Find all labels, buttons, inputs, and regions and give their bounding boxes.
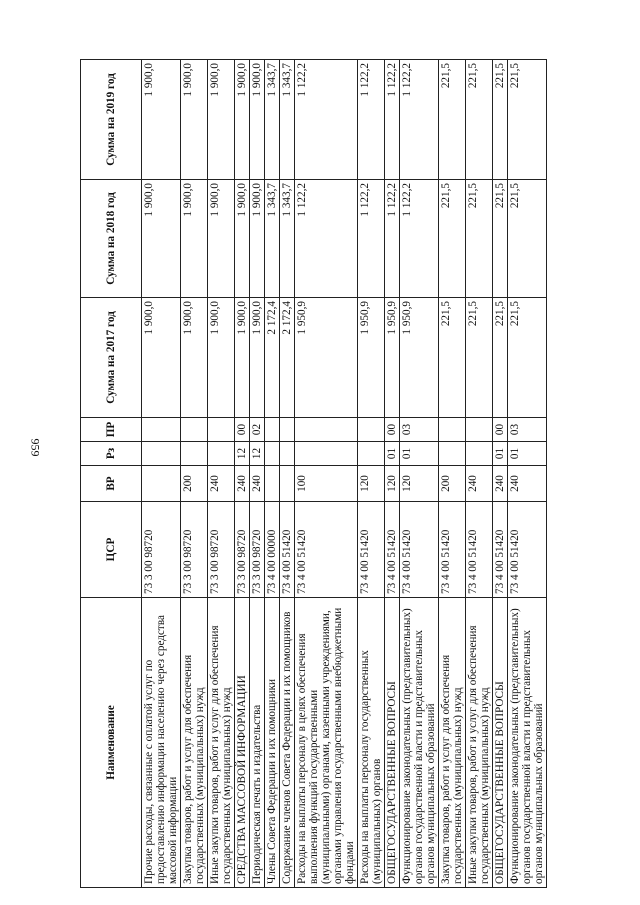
cell-sum-2018: 1 343,7 xyxy=(280,180,295,298)
cell-rz xyxy=(466,442,493,466)
cell-sum-2018: 1 900,0 xyxy=(181,180,208,298)
cell-name: Функционирование законодательных (представительных) органов государственной власти и представительных органов муниципальных образований xyxy=(400,598,439,888)
cell-rz: 01 xyxy=(385,442,400,466)
cell-sum-2017: 1 950,9 xyxy=(400,298,439,418)
cell-sum-2017: 1 900,0 xyxy=(235,298,250,418)
table-row xyxy=(142,60,181,888)
cell-pr xyxy=(439,418,466,442)
cell-sum-2017: 1 900,0 xyxy=(208,298,235,418)
cell-vr: 240 xyxy=(466,466,493,502)
header-sum-2019: Сумма на 2019 год xyxy=(81,60,142,180)
cell-vr: 100 xyxy=(295,466,358,502)
cell-sum-2019: 1 900,0 xyxy=(250,60,265,180)
cell-sum-2019: 1 122,2 xyxy=(358,60,385,180)
cell-sum-2017: 221,5 xyxy=(493,298,508,418)
cell-rz xyxy=(280,442,295,466)
cell-vr: 240 xyxy=(493,466,508,502)
table-row xyxy=(265,60,280,888)
cell-name: Функционирование законодательных (представительных) органов государственной власти и представительных органов муниципальных образований xyxy=(508,598,547,888)
cell-csr: 73 4 00 51420 xyxy=(508,502,547,598)
cell-sum-2017: 1 900,0 xyxy=(181,298,208,418)
cell-csr: 73 3 00 98720 xyxy=(142,502,181,598)
cell-sum-2018: 1 122,2 xyxy=(385,180,400,298)
cell-sum-2019: 1 122,2 xyxy=(400,60,439,180)
cell-vr xyxy=(142,466,181,502)
table-row xyxy=(358,60,385,888)
cell-csr: 73 4 00 51420 xyxy=(295,502,358,598)
header-vr: ВР xyxy=(81,466,142,502)
cell-pr xyxy=(265,418,280,442)
table-row xyxy=(400,60,439,888)
cell-name: Периодическая печать и издательства xyxy=(250,598,265,888)
header-csr: ЦСР xyxy=(81,502,142,598)
cell-csr: 73 4 00 51420 xyxy=(280,502,295,598)
cell-pr xyxy=(208,418,235,442)
cell-sum-2017: 1 950,9 xyxy=(358,298,385,418)
cell-pr: 02 xyxy=(250,418,265,442)
cell-csr: 73 3 00 98720 xyxy=(181,502,208,598)
cell-sum-2017: 1 900,0 xyxy=(250,298,265,418)
cell-rz xyxy=(439,442,466,466)
cell-pr xyxy=(181,418,208,442)
cell-pr: 03 xyxy=(400,418,439,442)
header-pr: ПР xyxy=(81,418,142,442)
cell-rz xyxy=(208,442,235,466)
cell-sum-2019: 221,5 xyxy=(493,60,508,180)
cell-csr: 73 4 00 51420 xyxy=(385,502,400,598)
page-number: 959 xyxy=(28,438,43,457)
cell-name: ОБЩЕГОСУДАРСТВЕННЫЕ ВОПРОСЫ xyxy=(385,598,400,888)
table-row xyxy=(439,60,466,888)
cell-sum-2019: 221,5 xyxy=(508,60,547,180)
cell-csr: 73 3 00 98720 xyxy=(250,502,265,598)
table-row xyxy=(208,60,235,888)
cell-rz: 12 xyxy=(235,442,250,466)
cell-sum-2019: 1 343,7 xyxy=(265,60,280,180)
header-rz: Рз xyxy=(81,442,142,466)
table-row xyxy=(466,60,493,888)
cell-vr: 240 xyxy=(235,466,250,502)
cell-sum-2018: 1 343,7 xyxy=(265,180,280,298)
cell-csr: 73 4 00 51420 xyxy=(466,502,493,598)
cell-sum-2018: 1 900,0 xyxy=(250,180,265,298)
cell-vr: 200 xyxy=(181,466,208,502)
cell-sum-2018: 221,5 xyxy=(439,180,466,298)
cell-sum-2017: 2 172,4 xyxy=(265,298,280,418)
cell-vr: 120 xyxy=(385,466,400,502)
table-row xyxy=(295,60,358,888)
cell-pr: 00 xyxy=(493,418,508,442)
cell-sum-2018: 1 122,2 xyxy=(400,180,439,298)
table-row xyxy=(493,60,508,888)
cell-sum-2019: 1 122,2 xyxy=(385,60,400,180)
cell-sum-2018: 1 900,0 xyxy=(235,180,250,298)
cell-vr: 240 xyxy=(250,466,265,502)
table-row xyxy=(235,60,250,888)
cell-pr xyxy=(295,418,358,442)
table-row xyxy=(385,60,400,888)
cell-rz xyxy=(265,442,280,466)
cell-sum-2018: 221,5 xyxy=(508,180,547,298)
cell-sum-2019: 221,5 xyxy=(439,60,466,180)
cell-pr: 03 xyxy=(508,418,547,442)
cell-sum-2019: 221,5 xyxy=(466,60,493,180)
cell-name: Члены Совета Федерации и их помощники xyxy=(265,598,280,888)
cell-rz: 01 xyxy=(508,442,547,466)
cell-rz: 01 xyxy=(493,442,508,466)
cell-rz xyxy=(358,442,385,466)
table-row xyxy=(508,60,547,888)
cell-sum-2017: 1 950,9 xyxy=(385,298,400,418)
cell-vr: 200 xyxy=(439,466,466,502)
cell-rz: 01 xyxy=(400,442,439,466)
cell-sum-2018: 1 900,0 xyxy=(142,180,181,298)
cell-sum-2018: 1 122,2 xyxy=(295,180,358,298)
cell-rz xyxy=(181,442,208,466)
cell-sum-2017: 1 950,9 xyxy=(295,298,358,418)
cell-name: СРЕДСТВА МАССОВОЙ ИНФОРМАЦИИ xyxy=(235,598,250,888)
cell-name: Закупка товаров, работ и услуг для обеспечения государственных (муниципальных) нужд xyxy=(181,598,208,888)
cell-sum-2017: 221,5 xyxy=(466,298,493,418)
cell-sum-2017: 2 172,4 xyxy=(280,298,295,418)
header-sum-2018: Сумма на 2018 год xyxy=(81,180,142,298)
cell-rz xyxy=(142,442,181,466)
header-name: Наименование xyxy=(81,598,142,888)
cell-sum-2018: 221,5 xyxy=(466,180,493,298)
cell-vr: 240 xyxy=(208,466,235,502)
budget-table xyxy=(80,59,547,888)
cell-pr xyxy=(280,418,295,442)
cell-pr xyxy=(466,418,493,442)
cell-pr: 00 xyxy=(385,418,400,442)
cell-csr: 73 4 00 51420 xyxy=(358,502,385,598)
rotated-table-container xyxy=(80,60,547,888)
cell-name: Иные закупки товаров, работ и услуг для обеспечения государственных (муниципальных) нужд xyxy=(466,598,493,888)
cell-csr: 73 4 00 51420 xyxy=(493,502,508,598)
cell-sum-2018: 1 122,2 xyxy=(358,180,385,298)
cell-pr: 00 xyxy=(235,418,250,442)
table-row xyxy=(181,60,208,888)
cell-name: Иные закупки товаров, работ и услуг для обеспечения государственных (муниципальных) нужд xyxy=(208,598,235,888)
cell-sum-2018: 221,5 xyxy=(493,180,508,298)
cell-pr xyxy=(142,418,181,442)
cell-vr xyxy=(280,466,295,502)
cell-name: Содержание членов Совета Федерации и их помощников xyxy=(280,598,295,888)
cell-pr xyxy=(358,418,385,442)
cell-sum-2017: 1 900,0 xyxy=(142,298,181,418)
cell-sum-2019: 1 122,2 xyxy=(295,60,358,180)
cell-sum-2019: 1 900,0 xyxy=(181,60,208,180)
cell-name: Прочие расходы, связанные с оплатой услуг по предоставлению информации населению через средства массовой информации xyxy=(142,598,181,888)
cell-csr: 73 4 00 51420 xyxy=(400,502,439,598)
cell-name: Расходы на выплаты персоналу государственных (муниципальных) органов xyxy=(358,598,385,888)
cell-vr xyxy=(265,466,280,502)
cell-name: Расходы на выплаты персоналу в целях обеспечения выполнения функций государственными (муниципальными) органами, казенными учреждениями, органами управления государственными внебюджетными фондами xyxy=(295,598,358,888)
cell-rz xyxy=(295,442,358,466)
cell-sum-2019: 1 900,0 xyxy=(142,60,181,180)
cell-sum-2019: 1 900,0 xyxy=(235,60,250,180)
cell-name: Закупка товаров, работ и услуг для обеспечения государственных (муниципальных) нужд xyxy=(439,598,466,888)
cell-sum-2019: 1 900,0 xyxy=(208,60,235,180)
cell-vr: 120 xyxy=(400,466,439,502)
cell-name: ОБЩЕГОСУДАРСТВЕННЫЕ ВОПРОСЫ xyxy=(493,598,508,888)
cell-vr: 120 xyxy=(358,466,385,502)
cell-csr: 73 4 00 00000 xyxy=(265,502,280,598)
cell-sum-2019: 1 343,7 xyxy=(280,60,295,180)
header-row xyxy=(81,60,142,888)
cell-sum-2017: 221,5 xyxy=(508,298,547,418)
table-row xyxy=(280,60,295,888)
cell-sum-2018: 1 900,0 xyxy=(208,180,235,298)
cell-csr: 73 3 00 98720 xyxy=(208,502,235,598)
header-sum-2017: Сумма на 2017 год xyxy=(81,298,142,418)
cell-rz: 12 xyxy=(250,442,265,466)
cell-sum-2017: 221,5 xyxy=(439,298,466,418)
cell-vr: 240 xyxy=(508,466,547,502)
table-row xyxy=(250,60,265,888)
cell-csr: 73 4 00 51420 xyxy=(439,502,466,598)
cell-csr: 73 3 00 98720 xyxy=(235,502,250,598)
